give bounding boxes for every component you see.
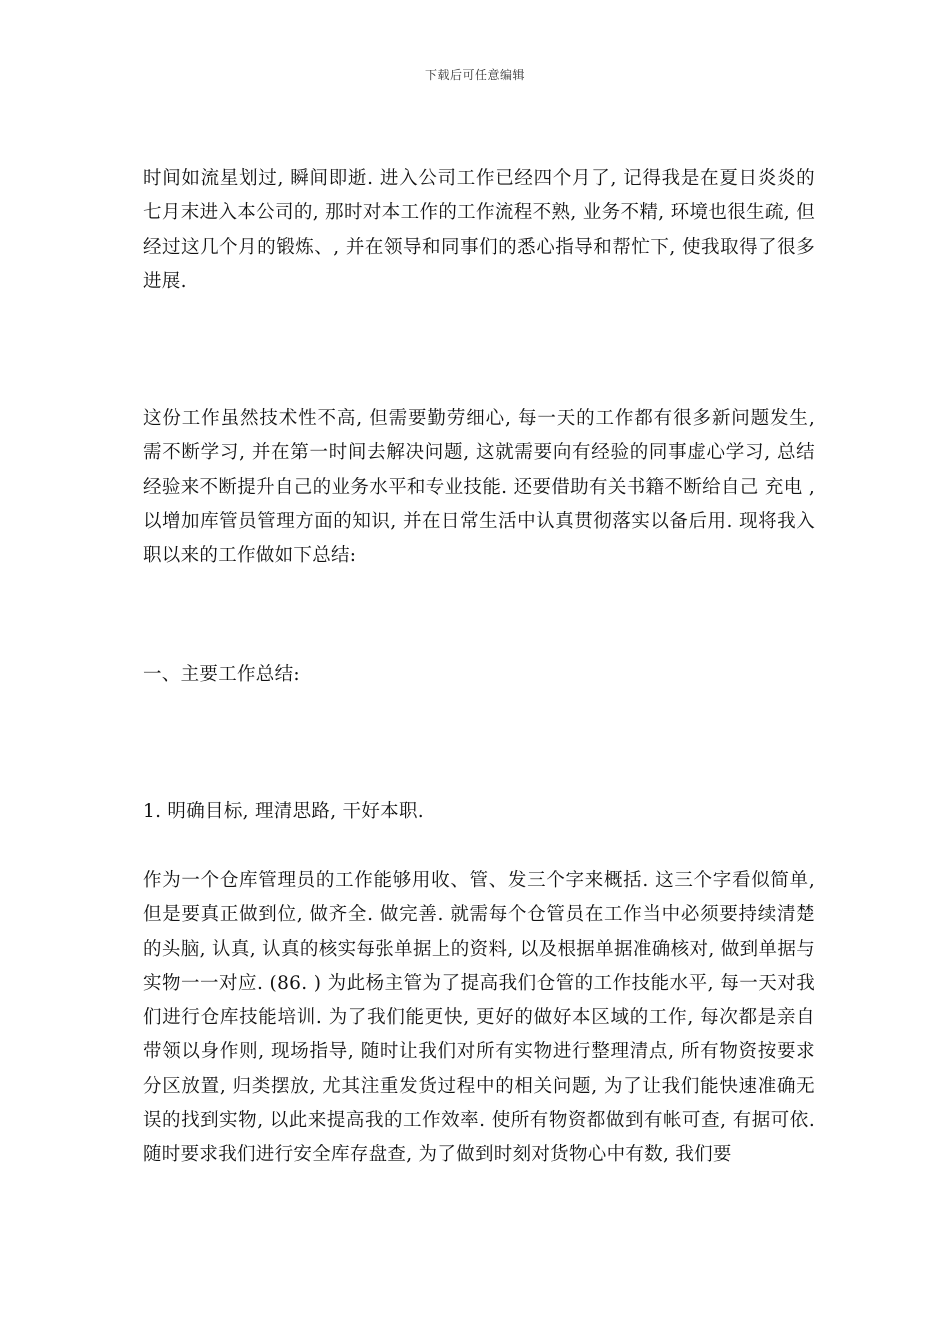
subsection-heading: 1. 明确目标, 理清思路, 干好本职. <box>143 801 424 822</box>
paragraph-intro: 时间如流星划过, 瞬间即逝. 进入公司工作已经四个月了, 记得我是在夏日炎炎的七月末进入本公司的, 那时对本工作的工作流程不熟, 业务不精, 环境也很生疏, 但经过这几个月的锻炼、, 并在领导和同事们的悉心指导和帮忙下, 使我取得了很多进展. <box>143 168 815 292</box>
paragraph-warehouse-work: 作为一个仓库管理员的工作能够用收、管、发三个字来概括. 这三个字看似简单, 但是要真正做到位, 做齐全. 做完善. 就需每个仓管员在工作当中必须要持续清楚的头脑, 认真, 认真的核实每张单据上的资料, 以及根据单据准确核对, 做到单据与实物一一对应. (86. ) 为此杨主管为了提高我们仓管的工作技能水平, 每一天对我们进行仓库技能培训. 为了我们能更快, 更好的做好本区域的工作, 每次都是亲自带领以身作则, 现场指导, 随时让我们对所有实物进行整理清点, 所有物资按要求分区放置, 归类摆放, 尤其注重发货过程中的相关问题, 为了让我们能快速准确无误的找到实物, 以此来提高我的工作效率. 使所有物资都做到有帐可查, 有据可依. 随时要求我们进行安全库存盘查, 为了做到时刻对货物心中有数, 我们要 <box>143 870 815 1166</box>
page-header: 下载后可任意编辑 <box>424 68 525 82</box>
section-heading: 一、主要工作总结: <box>143 664 300 685</box>
paragraph-job-description: 这份工作虽然技术性不高, 但需要勤劳细心, 每一天的工作都有很多新问题发生, 需不断学习, 并在第一时间去解决问题, 这就需要向有经验的同事虚心学习, 总结经验来不断提升自己的业务水平和专业技能. 还要借助有关书籍不断给自己 充电 , 以增加库管员管理方面的知识, 并在日常生活中认真贯彻落实以备后用. 现将我入职以来的工作做如下总结: <box>143 408 815 567</box>
